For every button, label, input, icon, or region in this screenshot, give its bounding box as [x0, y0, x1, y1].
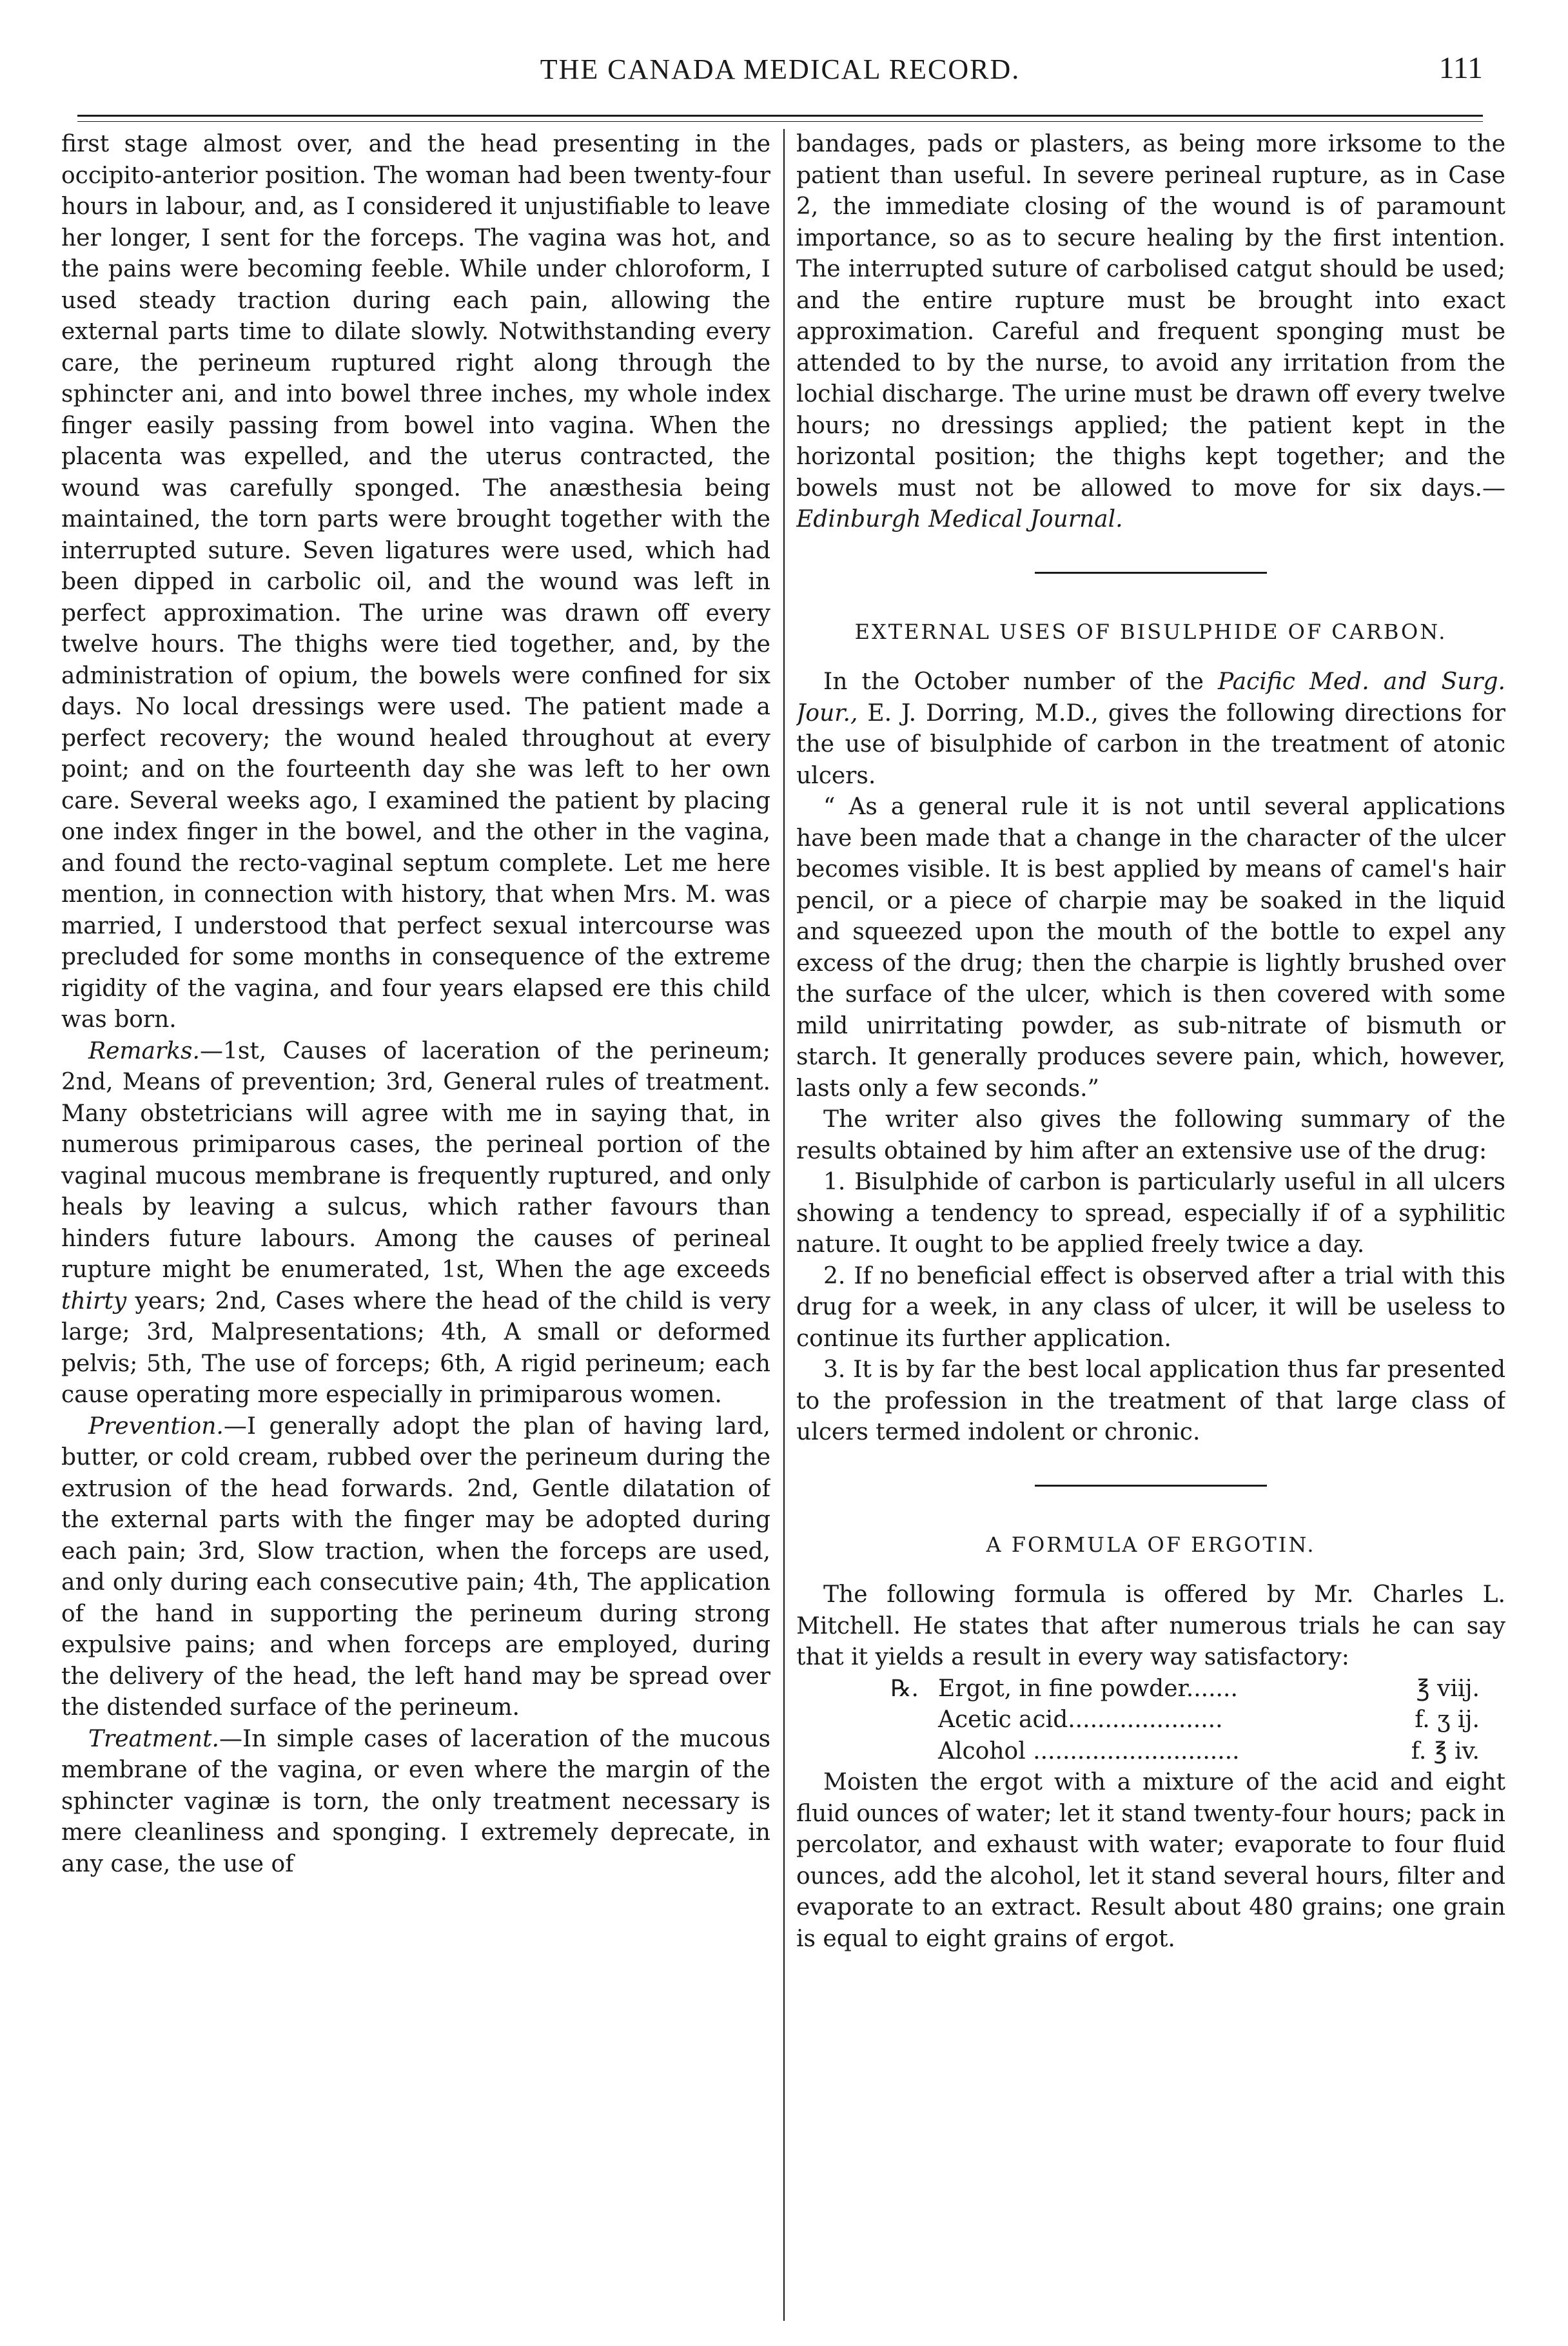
bisulphide-intro-paragraph — [796, 667, 1505, 792]
ingredient-name: Alcohol ............................ — [938, 1737, 1240, 1764]
ingredient-amount: f. ℥ iv. — [1411, 1737, 1480, 1764]
ingredient-amount: ℥ viij. — [1416, 1675, 1480, 1702]
ergotin-formula — [796, 1674, 1505, 1768]
page-header — [77, 39, 1483, 110]
bisulphide-item-3: 3. It is by far the best local application thus far presented to the profession in the treatment of that large class of ulcers termed indolent or chronic. — [796, 1356, 1505, 1445]
intro-text-a: In the October number of the — [823, 669, 1204, 695]
section-divider — [1035, 572, 1267, 574]
intro-text-b: E. J. Dorring, M.D., gives the following directions for the use of bisulphide of carbon in the treatment of atonic ulcers. — [796, 699, 1505, 789]
remarks-emphasis: thirty — [61, 1287, 127, 1315]
bisulphide-quote-paragraph: “ As a general rule it is not until several applications have been made that a change in the character of the ulcer becomes visible. It is best applied by means of camel's hair pencil, or a piece of charpie may be soaked in the liquid and squeezed upon the mouth of the bottle to expel any excess of the drug; then the charpie is lightly brushed over the surface of the ulcer, which is then covered with some mild unirritating powder, as sub-nitrate of bismuth or starch. It generally produces severe pain, which, however, lasts only a few seconds.” — [796, 794, 1505, 1102]
treatment-label: Treatment. — [88, 1725, 219, 1752]
formula-row — [796, 1674, 1505, 1705]
case-continuation-paragraph: first stage almost over, and the head presenting in the occipito-anterior position. The woman had been twenty-four hours in labour, and, as I considered it unjustifiable to leave her longer, I sent for the forceps. The vagina was hot, and the pains were becoming feeble. While under chloroform, I used steady traction during each pain, allowing the external parts time to dilate slowly. Notwithstanding every care, the perineum ruptured right along through the sphincter ani, and into bowel three inches, my whole index finger easily passing from bowel into vagina. When the placenta was expelled, and the uterus contracted, the wound was carefully sponged. The anæsthesia being maintained, the torn parts were brought together with the interrupted suture. Seven ligatures were used, which had been dipped in carbolic oil, and the wound was left in perfect approximation. The urine was drawn off every twelve hours. The thighs were tied together, and, by the administration of opium, the bowels were confined for six days. No local dressings were used. The patient made a perfect recovery; the wound healed throughout at every point; and on the fourteenth day she was left to her own care. Several weeks ago, I examined the patient by placing one index finger in the bowel, and the other in the vagina, and found the recto-vaginal septum complete. Let me here mention, in connection with history, that when Mrs. M. was married, I understood that perfect sexual intercourse was precluded for some months in consequence of the extreme rigidity of the vagina, and four years elapsed ere this child was born. — [61, 131, 770, 1033]
formula-row — [796, 1705, 1505, 1736]
journal-title: THE CANADA MEDICAL RECORD. — [540, 54, 1021, 85]
left-column — [61, 129, 770, 2321]
recipe-symbol: ℞. — [890, 1675, 919, 1702]
right-column — [796, 129, 1505, 2321]
bisulphide-item-1: 1. Bisulphide of carbon is particularly useful in all ulcers showing a tendency to spread, especially if of a syphilitic nature. It ought to be applied freely twice a day. — [796, 1169, 1505, 1258]
journal-name: Pacific Med. and Surg. Jour., — [796, 669, 1505, 727]
header-rule-thin — [77, 121, 1483, 122]
prevention-paragraph — [61, 1411, 770, 1724]
header-rule — [77, 115, 1483, 117]
remarks-text: —1st, Causes of laceration of the perineum; 2nd, Means of prevention; 3rd, General rules of treatment. Many obstetricians will agree with me in saying that, in numerous primiparous cases, the perineal portion of the vaginal mucous membrane is frequently ruptured, and only heals by leaving a sulcus, which rather favours than hinders future labours. Among the causes of perineal rupture might be enumerated, 1st, When the age exceeds — [61, 1037, 770, 1283]
bisulphide-item-2: 2. If no beneficial effect is observed after a trial with this drug for a week, in any class of ulcer, it will be useless to continue its further application. — [796, 1262, 1505, 1352]
treatment-paragraph — [61, 1724, 770, 1881]
page-number: 111 — [1438, 51, 1483, 85]
bisulphide-section-title: EXTERNAL USES OF BISULPHIDE OF CARBON. — [854, 619, 1447, 644]
remarks-paragraph — [61, 1036, 770, 1411]
remarks-label: Remarks. — [88, 1037, 200, 1064]
ingredient-name: Acetic acid..................... — [938, 1706, 1223, 1733]
ingredient-name: Ergot, in fine powder....... — [938, 1675, 1238, 1702]
ergotin-method-paragraph: Moisten the ergot with a mixture of the acid and eight fluid ounces of water; let it stand twenty-four hours; pack in percolator, and exhaust with water; evaporate to four fluid ounces, add the alcohol, let it stand several hours, filter and evaporate to an extract. Result about 480 grains; one grain is equal to eight grains of ergot. — [796, 1769, 1505, 1952]
treatment-continuation-paragraph — [796, 129, 1505, 536]
source-citation: Edinburgh Medical Journal. — [796, 506, 1123, 533]
prevention-label: Prevention. — [88, 1412, 224, 1440]
prevention-text: —I generally adopt the plan of having lard, butter, or cold cream, rubbed over the perineum during the extrusion of the head forwards. 2nd, Gentle dilatation of the external parts with the finger may be adopted during each pain; 3rd, Slow traction, when the forceps are used, and only during each consecutive pain; 4th, The application of the hand in supporting the perineum during strong expulsive pains; and when forceps are employed, during the delivery of the head, the left hand may be spread over the distended surface of the perineum. — [61, 1412, 770, 1721]
ergotin-section-title: A FORMULA OF ERGOTIN. — [986, 1532, 1316, 1557]
ingredient-amount: f. ʒ ij. — [1415, 1706, 1480, 1733]
remarks-text-end: years; 2nd, Cases where the head of the child is very large; 3rd, Malpresentations; 4th, A small or deformed pelvis; 5th, The use of forceps; 6th, A rigid perineum; each cause operating more especially in primiparous women. — [61, 1287, 770, 1408]
section-divider — [1035, 1485, 1267, 1487]
column-divider — [783, 129, 785, 2321]
treatment-text: —In simple cases of laceration of the mucous membrane of the vagina, or even where the margin of the sphincter vaginæ is torn, the only treatment necessary is mere cleanliness and sponging. I extremely deprecate, in any case, the use of — [61, 1725, 770, 1877]
ergotin-intro-paragraph: The following formula is offered by Mr. Charles L. Mitchell. He states that after numerous trials he can say that it yields a result in every way satisfactory: — [796, 1581, 1505, 1670]
bisulphide-summary-paragraph: The writer also gives the following summary of the results obtained by him after an extensive use of the drug: — [796, 1106, 1505, 1164]
formula-row — [796, 1736, 1505, 1768]
treatment-continuation-text: bandages, pads or plasters, as being more irksome to the patient than useful. In severe perineal rupture, as in Case 2, the immediate closing of the wound is of paramount importance, so as to secure healing by the first intention. The interrupted suture of carbolised catgut should be used; and the entire rupture must be brought into exact approximation. Careful and frequent sponging must be attended to by the nurse, to avoid any irritation from the lochial discharge. The urine must be drawn off every twelve hours; no dressings applied; the patient kept in the horizontal position; the thighs kept together; and the bowels must not be allowed to move for six days.— — [796, 131, 1505, 502]
